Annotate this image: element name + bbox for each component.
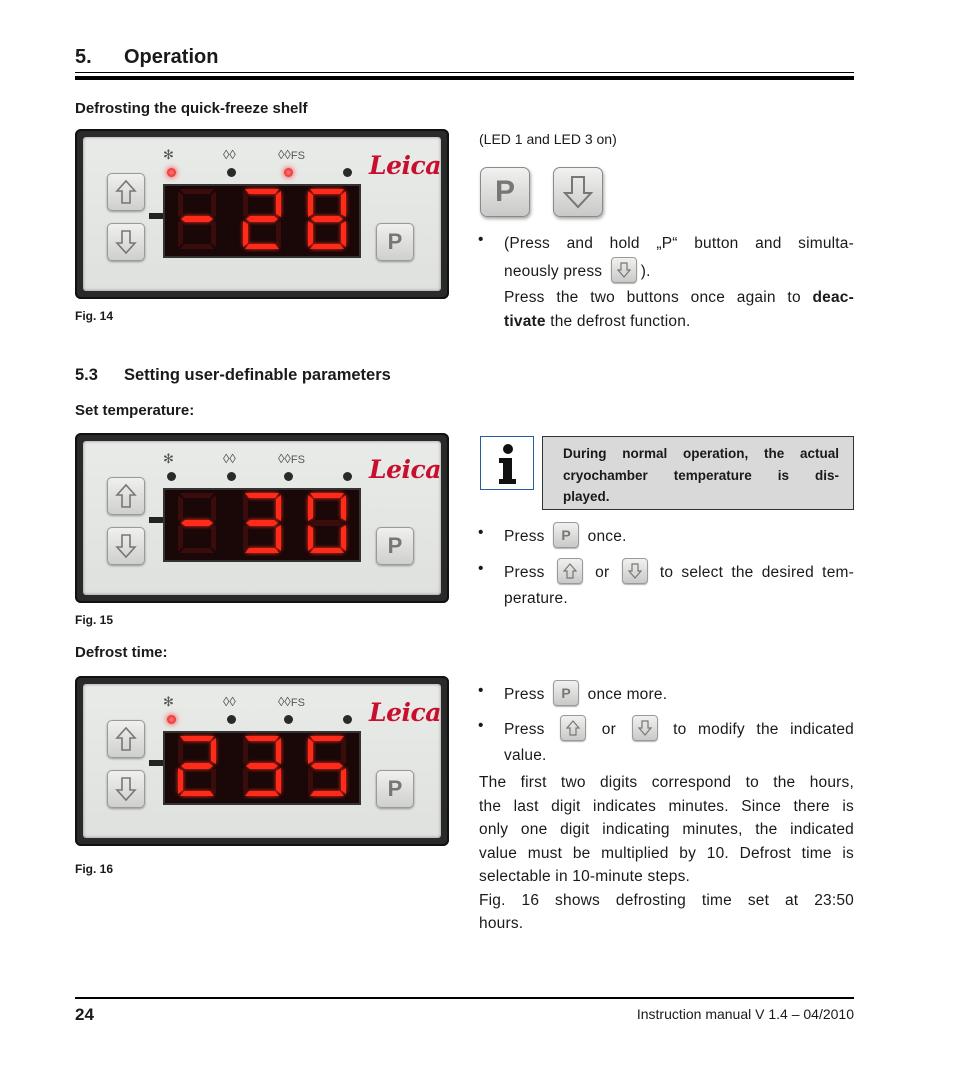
status-led bbox=[167, 168, 176, 177]
time-bullet-2-or: or bbox=[601, 721, 616, 739]
arrow-down-icon bbox=[638, 720, 652, 736]
p-key-glyph: P bbox=[561, 685, 571, 701]
inline-down-button bbox=[622, 558, 648, 584]
status-led bbox=[284, 472, 293, 481]
time-bullet-2-text: to modify the indicated bbox=[673, 721, 854, 739]
p-key-glyph: P bbox=[387, 533, 403, 558]
inline-down-button bbox=[632, 715, 658, 741]
inline-p-button bbox=[553, 680, 579, 706]
panel-p-button bbox=[376, 223, 414, 261]
defrost-time-paragraph bbox=[479, 771, 854, 936]
panel-face bbox=[83, 441, 441, 595]
display-digit bbox=[235, 733, 289, 804]
temp-bullet-2-or: or bbox=[595, 564, 610, 582]
p-key-glyph: P bbox=[387, 776, 403, 801]
drops-icon: ◊◊ bbox=[223, 451, 236, 466]
info-icon bbox=[480, 436, 534, 490]
temp-bullet-1-end: once. bbox=[587, 528, 627, 546]
status-led bbox=[284, 168, 293, 177]
subsection-title-defrost-time: Defrost time: bbox=[75, 644, 168, 661]
panel-up-button bbox=[107, 173, 145, 211]
defrost-bullet-line3-bold: deac- bbox=[812, 289, 854, 306]
arrow-up-icon bbox=[115, 179, 137, 205]
bullet-marker: • bbox=[478, 717, 484, 734]
arrow-down-icon bbox=[563, 175, 593, 209]
temp-bullet-2-press: Press bbox=[504, 564, 545, 582]
led-display bbox=[163, 731, 361, 805]
defrost-bullet-line2-end: ). bbox=[640, 263, 651, 281]
arrow-down-icon bbox=[115, 229, 137, 255]
bullet-marker: • bbox=[478, 682, 484, 699]
led-display bbox=[163, 488, 361, 562]
defrost-bullet-line4-text: the defrost function. bbox=[550, 313, 691, 330]
control-panel-fig14 bbox=[75, 129, 449, 299]
arrow-down-icon bbox=[115, 533, 137, 559]
arrow-down-icon bbox=[628, 563, 642, 579]
temp-bullet-2-text: to select the desired tem- bbox=[659, 564, 854, 582]
temp-bullet-2-line2: perature. bbox=[504, 590, 568, 607]
time-bullet-1-end: once more. bbox=[587, 686, 668, 704]
p-key-glyph: P bbox=[494, 175, 515, 208]
display-digit bbox=[235, 490, 289, 561]
panel-up-button bbox=[107, 720, 145, 758]
status-led bbox=[343, 168, 352, 177]
drops-fs-icon: ◊◊FS bbox=[278, 694, 305, 709]
display-digit bbox=[235, 186, 289, 257]
section-title: Operation bbox=[124, 46, 219, 68]
snowflake-icon: ✻ bbox=[163, 694, 174, 709]
drops-fs-icon: ◊◊FS bbox=[278, 451, 305, 466]
panel-up-button bbox=[107, 477, 145, 515]
info-i-glyph bbox=[481, 437, 533, 489]
panel-face bbox=[83, 684, 441, 838]
temp-bullet-1 bbox=[504, 524, 854, 550]
control-panel-fig15 bbox=[75, 433, 449, 603]
inline-up-button bbox=[560, 715, 586, 741]
display-digit bbox=[170, 186, 224, 257]
panel-down-button bbox=[107, 223, 145, 261]
section-53-number: 5.3 bbox=[75, 366, 98, 384]
status-led bbox=[343, 715, 352, 724]
para2-line1: Fig. 16 shows defrosting time set at 23:50 bbox=[479, 891, 854, 909]
para-line: the last digit indicates minutes. Since there is bbox=[479, 797, 854, 815]
defrost-bullet-line3 bbox=[504, 285, 854, 311]
drops-fs-icon: ◊◊FS bbox=[278, 147, 305, 162]
info-box bbox=[542, 436, 854, 510]
inline-down-button bbox=[611, 257, 637, 283]
status-led bbox=[167, 472, 176, 481]
figure-label-14: Fig. 14 bbox=[75, 309, 114, 323]
defrost-bullet-line4 bbox=[504, 309, 854, 335]
info-line-2: cryochamber temperature is dis- bbox=[563, 467, 839, 483]
header-rule bbox=[75, 72, 854, 73]
fs-label: FS bbox=[290, 150, 305, 162]
panel-p-button bbox=[376, 527, 414, 565]
defrost-bullet-line1: (Press and hold „P“ button and simulta- bbox=[504, 235, 854, 252]
display-digit bbox=[300, 186, 354, 257]
status-led bbox=[227, 472, 236, 481]
led-display bbox=[163, 184, 361, 258]
page-number: 24 bbox=[75, 1005, 94, 1024]
para-line: only one digit indicating minutes, the indicated bbox=[479, 821, 854, 838]
defrost-bullet-line4-bold: tivate bbox=[504, 313, 546, 330]
time-bullet-1-press: Press bbox=[504, 686, 545, 704]
leica-logo: Leica bbox=[369, 455, 441, 484]
status-led bbox=[343, 472, 352, 481]
time-bullet-1 bbox=[504, 682, 854, 708]
manual-version: Instruction manual V 1.4 – 04/2010 bbox=[636, 1006, 854, 1022]
subsection-title-defrost-shelf: Defrosting the quick-freeze shelf bbox=[75, 100, 308, 117]
p-key-glyph: P bbox=[561, 527, 571, 543]
display-digit bbox=[170, 733, 224, 804]
drops-icon: ◊◊ bbox=[223, 147, 236, 162]
p-key-glyph: P bbox=[387, 229, 403, 254]
info-line-1: During normal operation, the actual bbox=[563, 446, 839, 461]
para-line: selectable in 10-minute steps. bbox=[479, 868, 691, 885]
panel-p-button bbox=[376, 770, 414, 808]
leica-logo: Leica bbox=[369, 698, 441, 727]
panel-down-button bbox=[107, 770, 145, 808]
figure-label-15: Fig. 15 bbox=[75, 613, 114, 627]
para-line: value must be multiplied by 10. Defrost time is bbox=[479, 844, 854, 862]
bullet-marker: • bbox=[478, 524, 484, 541]
arrow-up-icon bbox=[115, 726, 137, 752]
para-line: The first two digits correspond to the hours, bbox=[479, 774, 854, 791]
info-line-3: played. bbox=[563, 489, 610, 504]
display-digit bbox=[300, 490, 354, 561]
p-button-large bbox=[480, 167, 530, 217]
footer-rule bbox=[75, 997, 854, 999]
arrow-up-icon bbox=[566, 720, 580, 736]
time-bullet-2 bbox=[504, 717, 854, 743]
arrow-down-icon bbox=[115, 776, 137, 802]
defrost-bullet-line2 bbox=[504, 259, 854, 285]
section-number: 5. bbox=[75, 46, 92, 68]
arrow-up-icon bbox=[563, 563, 577, 579]
down-button-large bbox=[553, 167, 603, 217]
panel-down-button bbox=[107, 527, 145, 565]
fs-label: FS bbox=[290, 697, 305, 709]
control-panel-fig16 bbox=[75, 676, 449, 846]
figure-label-16: Fig. 16 bbox=[75, 862, 114, 876]
inline-up-button bbox=[557, 558, 583, 584]
header-rule-thick bbox=[75, 76, 854, 80]
temp-bullet-1-press: Press bbox=[504, 528, 545, 546]
status-led bbox=[227, 715, 236, 724]
status-led bbox=[227, 168, 236, 177]
defrost-bullet-line3-text: Press the two buttons once again to bbox=[504, 289, 801, 306]
fs-label: FS bbox=[290, 454, 305, 466]
status-led bbox=[167, 715, 176, 724]
leica-logo: Leica bbox=[369, 151, 441, 180]
time-bullet-2-press: Press bbox=[504, 721, 545, 739]
defrost-bullet-line2-text: neously press bbox=[504, 263, 603, 281]
snowflake-icon: ✻ bbox=[163, 147, 174, 162]
panel-face bbox=[83, 137, 441, 291]
subsection-title-set-temperature: Set temperature: bbox=[75, 402, 195, 419]
temp-bullet-2 bbox=[504, 560, 854, 586]
bullet-marker: • bbox=[478, 231, 484, 248]
arrow-up-icon bbox=[115, 483, 137, 509]
display-digit bbox=[170, 490, 224, 561]
status-led bbox=[284, 715, 293, 724]
led-note: (LED 1 and LED 3 on) bbox=[479, 131, 617, 147]
time-bullet-2-line2: value. bbox=[504, 747, 547, 764]
drops-icon: ◊◊ bbox=[223, 694, 236, 709]
arrow-down-icon bbox=[617, 262, 631, 278]
para2-line2: hours. bbox=[479, 915, 524, 932]
section-53-title: Setting user-definable parameters bbox=[124, 366, 391, 384]
display-digit bbox=[300, 733, 354, 804]
inline-p-button bbox=[553, 522, 579, 548]
snowflake-icon: ✻ bbox=[163, 451, 174, 466]
bullet-marker: • bbox=[478, 560, 484, 577]
